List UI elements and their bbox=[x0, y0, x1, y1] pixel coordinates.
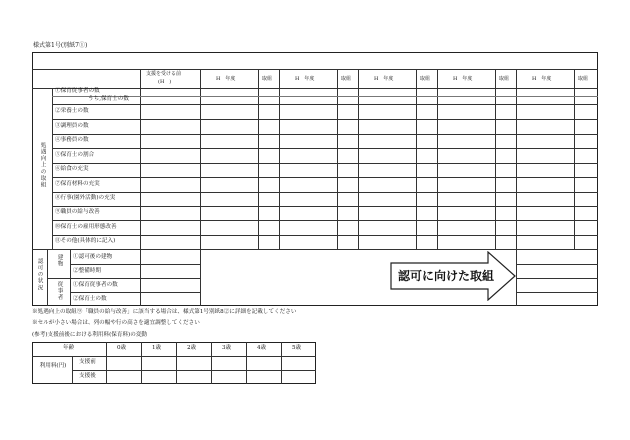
fee-age-4: 4歳 bbox=[257, 345, 267, 351]
fee-row-before: 支援前 bbox=[79, 359, 96, 365]
row-nursery-teacher-count: うち,保育士の数 bbox=[88, 96, 129, 102]
note-cell-size: ※セルが小さい場合は、列の幅や行の高さを適宜調整してください bbox=[32, 320, 200, 326]
fee-age-2: 2歳 bbox=[187, 345, 197, 351]
row-teacher-ratio: ⑤保育士の割合 bbox=[55, 152, 95, 158]
fee-age-0: 0歳 bbox=[117, 345, 127, 351]
fee-age-label: 年齢 bbox=[63, 345, 75, 351]
torikumi-col-5: 取組 bbox=[578, 76, 589, 82]
row-employment: ⑩保育士の雇用形態改善 bbox=[55, 224, 117, 230]
year-col-2: H 年度 bbox=[295, 76, 315, 82]
row-meal: ⑥給食の充実 bbox=[55, 166, 89, 172]
fee-age-5: 5歳 bbox=[292, 345, 302, 351]
year-col-3: H 年度 bbox=[374, 76, 394, 82]
torikumi-col-4: 取組 bbox=[499, 76, 510, 82]
ref-title: (参考)支援前後における利用料(保育料)の変動 bbox=[32, 332, 148, 338]
row-materials: ⑦保育材料の充実 bbox=[55, 181, 100, 187]
sub-staff-label: 従事者 bbox=[56, 281, 63, 301]
row-clerk: ④事務員の数 bbox=[55, 137, 89, 143]
group-treatment-label: 処遇向上の取組 bbox=[39, 142, 46, 189]
fee-row-group: 利用料(円) bbox=[39, 363, 67, 369]
row-salary: ⑨職員の給与改善 bbox=[55, 209, 100, 215]
row-license-teacher-count: ②保育士の数 bbox=[73, 296, 107, 302]
torikumi-col-2: 取組 bbox=[341, 76, 352, 82]
support-before-sub: (H ) bbox=[158, 79, 172, 85]
fee-row-after: 支援後 bbox=[79, 373, 96, 379]
torikumi-col-3: 取組 bbox=[420, 76, 431, 82]
row-nutritionist: ②栄養士の数 bbox=[55, 108, 89, 114]
row-licensed-building: ①認可後の建物 bbox=[73, 254, 113, 260]
row-events: ⑧行事(園外活動)の充実 bbox=[55, 195, 116, 201]
sub-building-label: 建物 bbox=[56, 254, 63, 268]
row-other: ⑪その他(具体的に記入) bbox=[55, 238, 116, 244]
fee-table bbox=[32, 342, 316, 384]
fee-age-1: 1歳 bbox=[152, 345, 162, 351]
support-before-header: 支援を受ける前 bbox=[146, 71, 182, 77]
torikumi-col-1: 取組 bbox=[262, 76, 273, 82]
row-staff-count: ①保育従事者の数 bbox=[55, 88, 100, 94]
fee-age-3: 3歳 bbox=[222, 345, 232, 351]
year-col-5: H 年度 bbox=[532, 76, 552, 82]
row-cook: ③調理員の数 bbox=[55, 123, 89, 129]
row-maintenance-period: ②整備時期 bbox=[73, 268, 101, 274]
year-col-1: H 年度 bbox=[216, 76, 236, 82]
group-license-label: 認可の状況 bbox=[36, 258, 43, 291]
row-license-staff-count: ①保育従事者の数 bbox=[73, 282, 118, 288]
note-salary: ※処遇向上の取組⑨「職員の給与改善」に該当する場合は、様式第1号別紙8②に詳細を記載してください bbox=[32, 309, 297, 315]
arrow-text: 認可に向けた取組 bbox=[398, 269, 495, 283]
year-col-4: H 年度 bbox=[453, 76, 473, 82]
license-arrow bbox=[390, 251, 516, 305]
form-title: 様式第1号(別紙7①) bbox=[33, 42, 88, 49]
